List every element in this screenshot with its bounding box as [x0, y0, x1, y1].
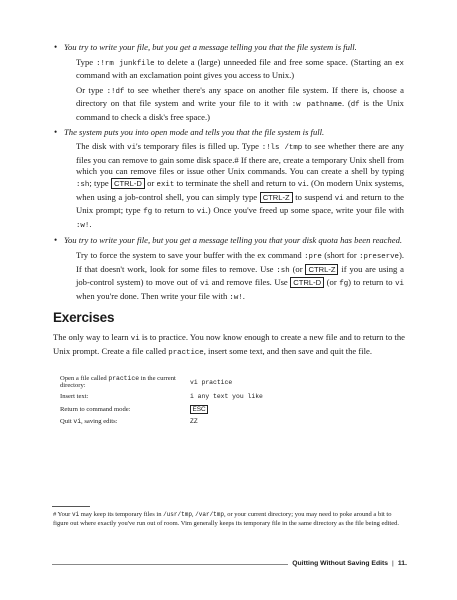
text-span: to suspend [292, 191, 335, 202]
bullet-icon: • [54, 235, 58, 246]
code-span: vi [127, 144, 137, 153]
text-span: is to practice. You now know enough to create a new file and to return to the Unix prompt. Create a file called [53, 332, 405, 356]
code-span: practice [168, 348, 204, 357]
text-span: The only way to learn [53, 332, 131, 342]
text-span: or [144, 177, 157, 188]
exercises-paragraph [53, 332, 405, 359]
text-span: to see whether there are any files you can remove to gain some disk space.# If there are, create a temporary Unix shell from which you can remove files or issue other Unix commands. You can create a shell by typing [76, 141, 404, 177]
text-span: . [242, 290, 245, 301]
code-span: :w! [76, 221, 90, 230]
text-span: The disk with [76, 141, 128, 152]
keyboard-key: CTRL-D [111, 178, 145, 189]
exercise-step [60, 391, 190, 403]
bullet-icon: • [54, 126, 58, 137]
code-span: :preserve [359, 252, 399, 261]
text-span: Try to force the system to save your buffer with the ex command [76, 249, 305, 260]
text-span: Insert text: [60, 393, 89, 401]
exercise-step [60, 374, 190, 391]
troubleshooting-list [54, 42, 405, 307]
text-span: to terminate the shell and return to [174, 177, 298, 188]
code-span: vi [130, 335, 140, 343]
footnote [53, 511, 408, 528]
code-span: :pre [304, 252, 322, 261]
list-item [54, 42, 404, 124]
exercise-command [190, 415, 360, 427]
code-span: vi [196, 208, 206, 217]
list-item [54, 235, 405, 304]
code-span: df [350, 101, 360, 110]
footnote-rule [52, 506, 90, 507]
code-span: practice [108, 375, 140, 383]
code-span: vi practice [190, 378, 233, 386]
code-span: ZZ [190, 417, 198, 425]
text-span: Type [76, 56, 97, 67]
table-row [60, 391, 360, 403]
list-item-heading: You try to write your file, but you get a message telling you that the file system is full. [64, 42, 357, 52]
list-item [54, 126, 404, 233]
text-span: to see whether there's any space on another file system. If there is, choose a directory on that file system and write your file to it with [76, 84, 404, 109]
exercise-command [190, 374, 360, 391]
exercise-step [60, 403, 190, 415]
paragraph [76, 141, 404, 232]
text-span: (short for [321, 249, 360, 260]
text-span: . (On modern Unix systems, when using a job-control shell, you can simply type [76, 177, 404, 202]
code-span: vi [297, 180, 307, 189]
list-item-heading: The system puts you into open mode and tells you that the file system is full. [64, 126, 325, 137]
text-span: when you're done. Then write your file with [76, 290, 230, 301]
text-span: ). If that doesn't work, look for some files to remove. Use [76, 249, 405, 274]
code-span: /var/tmp [195, 511, 224, 518]
text-span: and return to the Unix prompt; type [76, 191, 404, 216]
table-row [60, 374, 360, 391]
code-span: fg [339, 280, 349, 289]
code-span: :sh [76, 180, 90, 189]
footer-separator: | [392, 560, 394, 567]
paragraph [76, 250, 404, 304]
table-row [60, 415, 360, 427]
text-span: , saving edits: [81, 417, 118, 425]
text-span: in the current directory: [60, 375, 176, 390]
text-span: (or [289, 263, 306, 274]
code-span: i any text you like [190, 393, 263, 401]
keyboard-key: ESC [190, 405, 208, 414]
code-span: vi [73, 417, 82, 425]
keyboard-key: CTRL-Z [305, 264, 338, 275]
text-span: Return to command mode: [60, 405, 131, 413]
text-span: and remove files. Use [209, 277, 291, 288]
exercise-command [190, 403, 360, 415]
text-span: command with an exclamation point gives you access to Unix.) [76, 70, 295, 81]
text-span: to return to [152, 205, 197, 216]
code-span: vi [200, 280, 210, 289]
text-span: ; type [89, 177, 112, 188]
text-span: Or type [76, 84, 107, 95]
page-number: 11 [397, 560, 405, 567]
code-span: :w! [229, 293, 243, 302]
text-span: , insert some text, and then save and quit the file. [203, 345, 372, 356]
text-span: 's temporary files is filled up. Type [136, 141, 262, 152]
code-span: vi [71, 511, 80, 518]
running-footer [288, 560, 405, 567]
paragraph [76, 85, 404, 124]
section-title: Exercises [53, 310, 115, 325]
code-span: :w pathname [291, 101, 343, 110]
exercise-command [190, 391, 360, 403]
code-span: exit [156, 180, 175, 189]
exercise-step [60, 415, 190, 427]
code-span: :sh [276, 266, 290, 275]
text-span: is the Unix command to check a disk's free space.) [76, 98, 404, 122]
text-span: , or your current directory; you may need to poke around a bit to figure out where exactly you've run out of room. Vim generally keeps its temporary file in the same directory as the file being edited. [53, 511, 399, 527]
code-span: :!rm junkfile [96, 59, 155, 68]
text-span: may keep its temporary files in [79, 511, 164, 518]
code-span: ex [395, 59, 404, 68]
text-span: Quit [60, 417, 74, 425]
table-row [60, 403, 360, 415]
text-span: . [89, 218, 92, 229]
code-span: :!ls /tmp [261, 144, 303, 153]
code-span: vi [334, 194, 344, 203]
code-span: :!df [106, 87, 125, 96]
text-span: (or [324, 277, 340, 288]
bullet-icon: • [54, 42, 58, 52]
code-span: /usr/tmp [163, 511, 192, 518]
code-span: fg [143, 208, 153, 217]
keyboard-key: CTRL-Z [260, 192, 293, 203]
text-span: Open a file called [60, 375, 109, 383]
keyboard-key: CTRL-D [290, 277, 324, 288]
text-span: ) to return to [348, 277, 396, 288]
text-span: to delete a (large) unneeded file and free some space. (Starting an [154, 56, 396, 67]
paragraph [76, 57, 404, 82]
text-span: # Your [53, 511, 72, 518]
text-span: .) Once you've freed up some space, write your file with [205, 205, 404, 216]
running-title: Quitting Without Saving Edits [292, 560, 389, 567]
exercise-table [60, 374, 360, 428]
code-span: vi [395, 280, 404, 289]
list-item-heading: You try to write your file, but you get a message telling you that your disk quota has been reached. [64, 235, 403, 246]
text-span: if you are using a job-control system) to move out of [76, 263, 404, 288]
text-span: , [191, 511, 196, 518]
text-span: . ( [342, 98, 351, 109]
